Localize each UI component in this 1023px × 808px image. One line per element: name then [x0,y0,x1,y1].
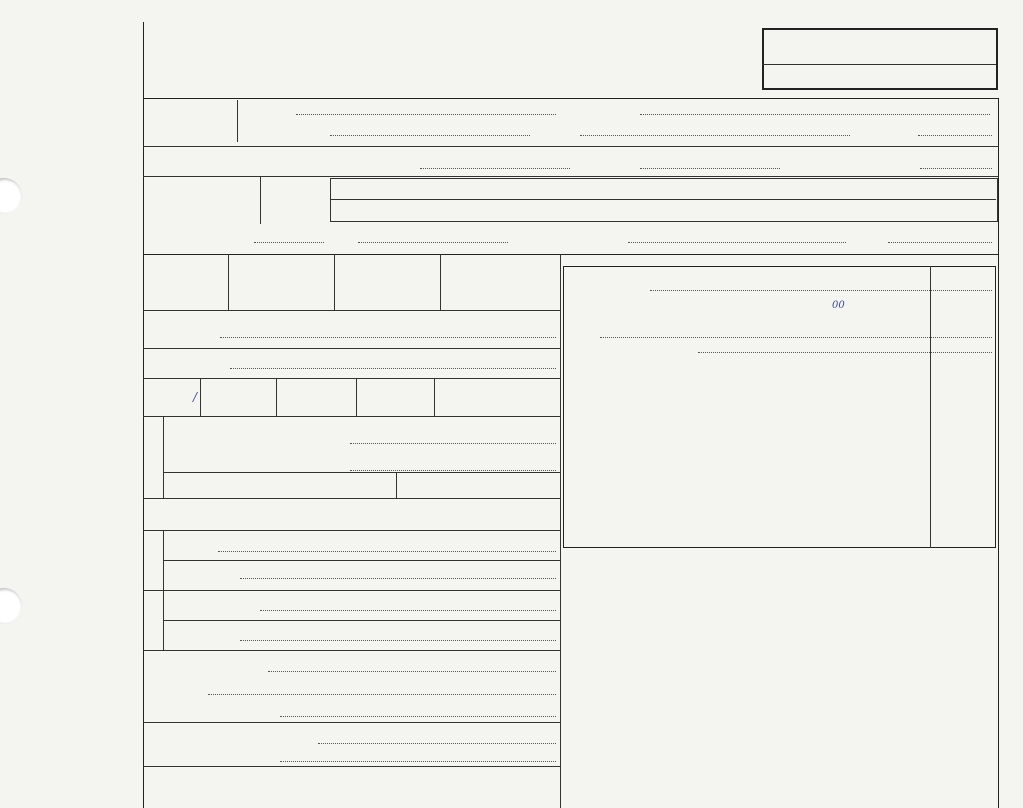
registration-box [762,28,998,90]
death-registration-form: / 00 [0,0,1023,808]
punch-hole [0,178,22,214]
cause-of-death-box [563,266,996,548]
punch-hole [0,588,22,624]
name-letter-grid [330,178,998,222]
